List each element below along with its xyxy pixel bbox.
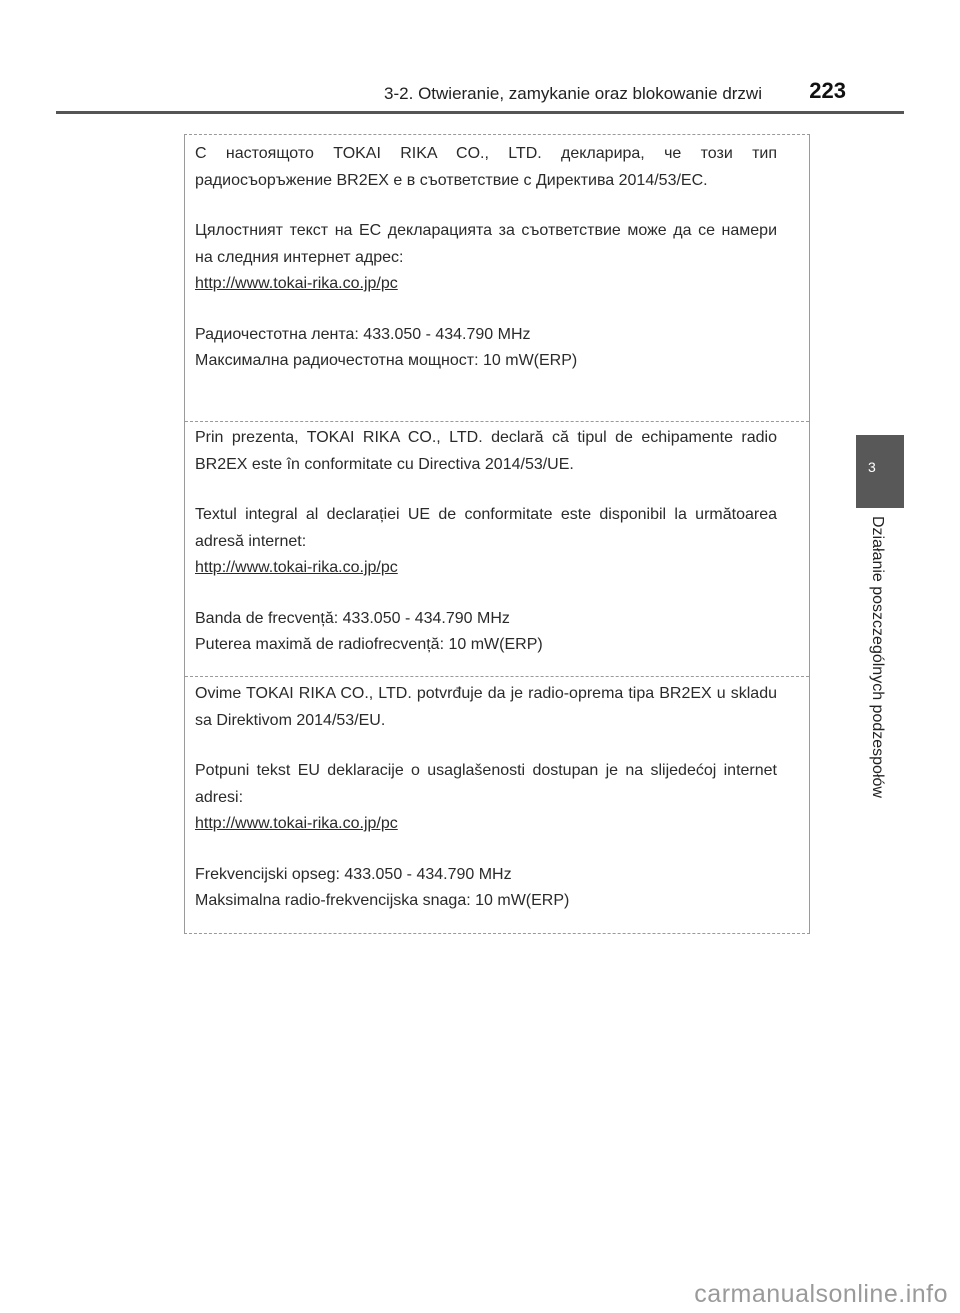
chapter-label: Działanie poszczególnych podzespołów: [869, 516, 886, 798]
declaration-url[interactable]: http://www.tokai-rika.co.jp/pc: [195, 275, 398, 292]
page-number: 223: [809, 78, 846, 103]
header-divider: [56, 111, 904, 114]
section-romanian: [185, 421, 809, 675]
declaration-box: [184, 134, 810, 934]
chapter-tab: [856, 435, 904, 508]
max-power: Puterea maximă de radiofrecvență: 10 mW(ERP): [195, 636, 543, 653]
max-power: Maksimalna radio-frekvencijska snaga: 10 mW(ERP): [195, 892, 570, 909]
declaration-text: Ovime TOKAI RIKA CO., LTD. potvrđuje da je radio-oprema tipa BR2EX u skladu sa Direktivom 2014/53/EU.: [195, 685, 777, 729]
full-text-notice: Textul integral al declarației UE de conformitate este disponibil la următoarea adresă internet:: [195, 506, 777, 550]
full-text-notice: Potpuni tekst EU deklaracije o usaglašenosti dostupan je na slijedećoj internet adresi:: [195, 762, 777, 806]
frequency-band: Радиочестотна лента: 433.050 - 434.790 MHz: [195, 325, 531, 343]
header-title: 3-2. Otwieranie, zamykanie oraz blokowanie drzwi: [384, 84, 762, 103]
page-header: [56, 78, 904, 114]
frequency-band: Banda de frecvență: 433.050 - 434.790 MHz: [195, 609, 510, 627]
frequency-band: Frekvencijski opseg: 433.050 - 434.790 MHz: [195, 865, 512, 883]
declaration-url[interactable]: http://www.tokai-rika.co.jp/pc: [195, 559, 398, 576]
chapter-number: 3: [868, 459, 876, 475]
declaration-url[interactable]: http://www.tokai-rika.co.jp/pc: [195, 815, 398, 832]
section-bulgarian: [185, 135, 809, 420]
max-power: Максимална радиочестотна мощност: 10 mW(ERP): [195, 352, 578, 369]
full-text-notice: Цялостният текст на ЕС декларацията за съответствие може да се намери на следния интернет адрес:: [195, 222, 777, 266]
declaration-text: Prin prezenta, TOKAI RIKA CO., LTD. declară că tipul de echipamente radio BR2EX este în conformitate cu Directiva 2014/53/UE.: [195, 429, 777, 473]
section-croatian: [185, 676, 809, 933]
declaration-text: С настоящото TOKAI RIKA CO., LTD. декларира, че този тип радиосъоръжение BR2EX е в съответствие с Директива 2014/53/ЕС.: [195, 145, 777, 189]
watermark: carmanualsonline.info: [694, 1280, 948, 1308]
